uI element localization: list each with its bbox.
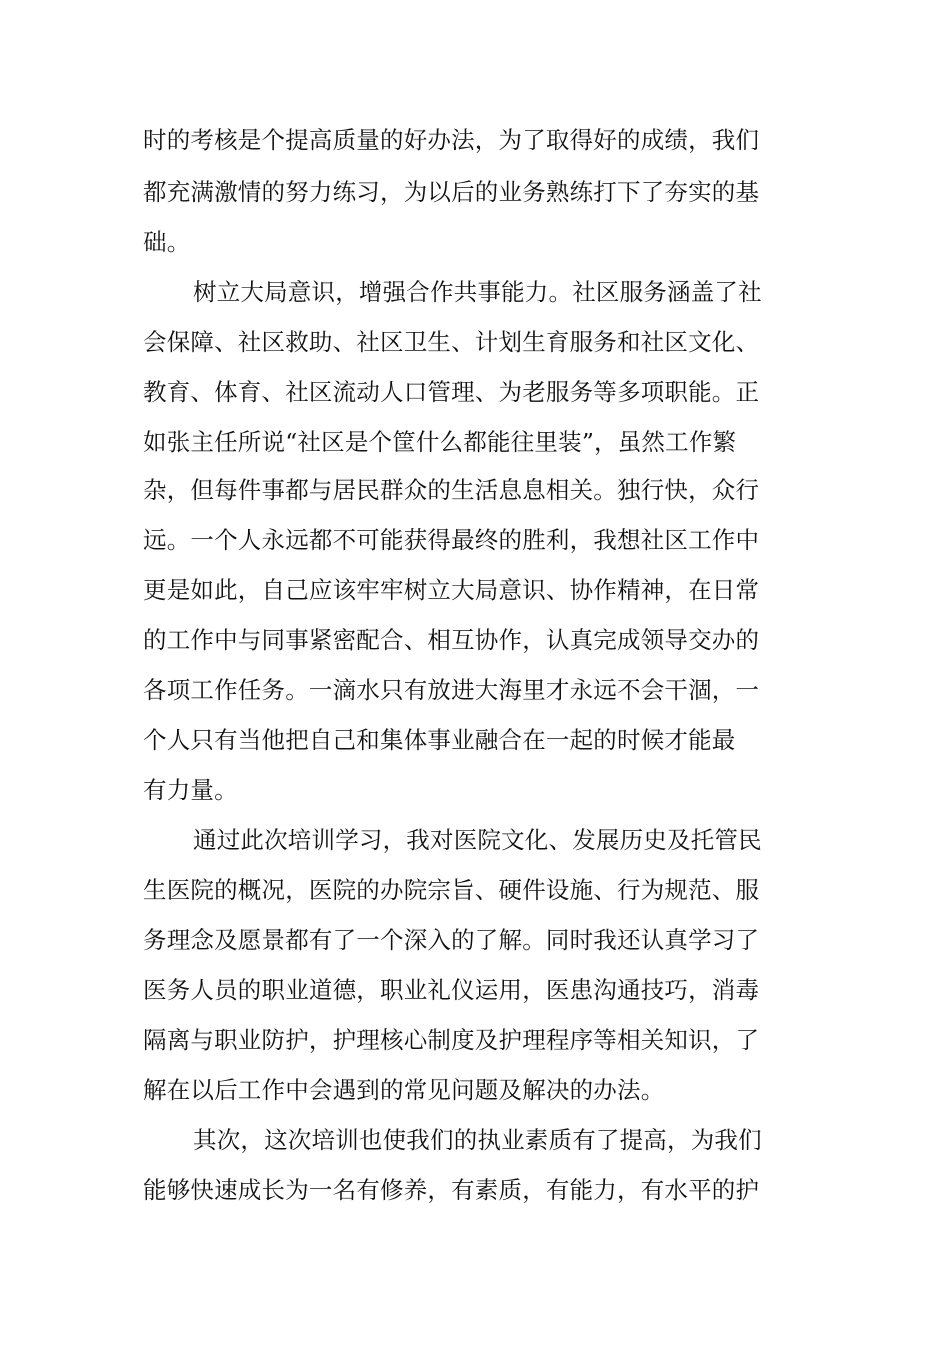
text-line: 的工作中与同事紧密配合、相互协作，认真完成领导交办的 [143, 626, 760, 654]
text-line: 医务人员的职业道德，职业礼仪运用，医患沟通技巧，消毒 [143, 976, 760, 1004]
text-line: 更是如此，自己应该牢牢树立大局意识、协作精神，在日常 [143, 576, 760, 604]
text-line: 隔离与职业防护，护理核心制度及护理程序等相关知识，了 [143, 1026, 760, 1054]
text-line: 有力量。 [143, 776, 238, 804]
text-line: 时的考核是个提高质量的好办法，为了取得好的成绩，我们 [143, 126, 760, 154]
text-line: 杂，但每件事都与居民群众的生活息息相关。独行快，众行 [143, 476, 760, 504]
text-line: 教育、体育、社区流动人口管理、为老服务等多项职能。正 [143, 378, 760, 406]
paragraph-start-line: 通过此次培训学习，我对医院文化、发展历史及托管民 [193, 826, 762, 854]
paragraph-start-line: 其次，这次培训也使我们的执业素质有了提高，为我们 [193, 1126, 762, 1154]
text-line: 生医院的概况，医院的办院宗旨、硬件设施、行为规范、服 [143, 876, 760, 904]
text-line: 会保障、社区救助、社区卫生、计划生育服务和社区文化、 [143, 328, 760, 356]
text-line: 远。一个人永远都不可能获得最终的胜利，我想社区工作中 [143, 526, 760, 554]
text-line: 如张主任所说“社区是个筐什么都能往里装”，虽然工作繁 [143, 428, 737, 456]
text-line: 都充满激情的努力练习，为以后的业务熟练打下了夯实的基 [143, 178, 760, 206]
text-line: 解在以后工作中会遇到的常见问题及解决的办法。 [143, 1076, 665, 1104]
text-line: 础。 [143, 228, 191, 256]
text-line: 各项工作任务。一滴水只有放进大海里才永远不会干涸，一 [143, 676, 760, 704]
text-line: 个人只有当他把自己和集体事业融合在一起的时候才能最 [143, 726, 736, 754]
text-line: 务理念及愿景都有了一个深入的了解。同时我还认真学习了 [143, 926, 760, 954]
paragraph-start-line: 树立大局意识，增强合作共事能力。社区服务涵盖了社 [193, 278, 762, 306]
text-line: 能够快速成长为一名有修养，有素质，有能力，有水平的护 [143, 1176, 760, 1204]
